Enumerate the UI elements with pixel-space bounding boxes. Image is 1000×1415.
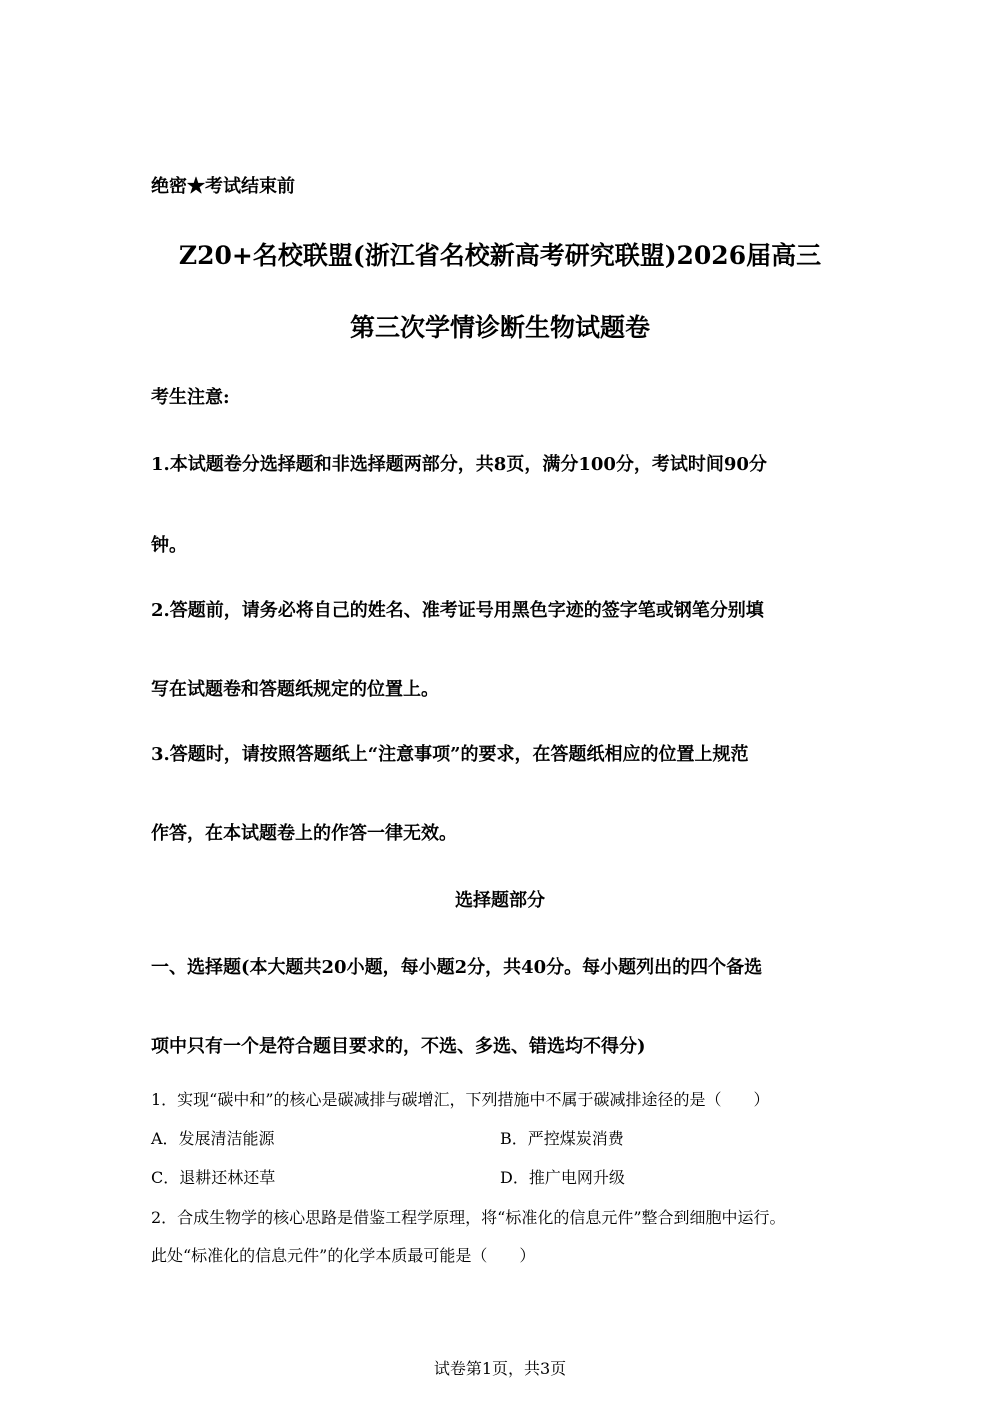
question-2-text-line-1: 2．合成生物学的核心思路是借鉴工程学原理，将“标准化的信息元件”整合到细胞中运行。 [151, 1208, 786, 1227]
section-title: 选择题部分 [455, 890, 545, 911]
notice-item-1-cont: 钟。 [151, 535, 187, 556]
part-instructions-line-2: 项中只有一个是符合题目要求的，不选、多选、错选均不得分) [151, 1036, 646, 1057]
part-instructions-line-1: 一、选择题(本大题共20小题，每小题2分，共40分。每小题列出的四个备选 [151, 957, 763, 978]
notice-item-2-cont: 写在试题卷和答题纸规定的位置上。 [151, 679, 439, 700]
question-1-option-c: C．退耕还林还草 [151, 1168, 276, 1187]
notice-item-3-cont: 作答，在本试题卷上的作答一律无效。 [151, 823, 457, 844]
notice-item-3: 3.答题时，请按照答题纸上“注意事项”的要求，在答题纸相应的位置上规范 [151, 744, 749, 765]
notice-heading: 考生注意: [151, 387, 230, 408]
secret-label: 绝密★考试结束前 [151, 176, 295, 197]
question-1-option-d: D．推广电网升级 [500, 1168, 625, 1187]
notice-item-1: 1.本试题卷分选择题和非选择题两部分，共8页，满分100分，考试时间90分 [151, 454, 767, 475]
question-1-option-a: A．发展清洁能源 [151, 1129, 275, 1148]
exam-title-line-1: Z20+名校联盟(浙江省名校新高考研究联盟)2026届高三 [178, 241, 822, 270]
exam-title-line-2: 第三次学情诊断生物试题卷 [349, 313, 650, 342]
question-2-text-line-2: 此处“标准化的信息元件”的化学本质最可能是（ ） [151, 1246, 536, 1265]
question-1-text: 1．实现“碳中和”的核心是碳减排与碳增汇，下列措施中不属于碳减排途径的是（ ） [151, 1090, 770, 1109]
question-1-option-b: B．严控煤炭消费 [500, 1129, 624, 1148]
notice-item-2: 2.答题前，请务必将自己的姓名、准考证号用黑色字迹的签字笔或钢笔分别填 [151, 600, 764, 621]
page-footer: 试卷第1页，共3页 [433, 1359, 567, 1378]
